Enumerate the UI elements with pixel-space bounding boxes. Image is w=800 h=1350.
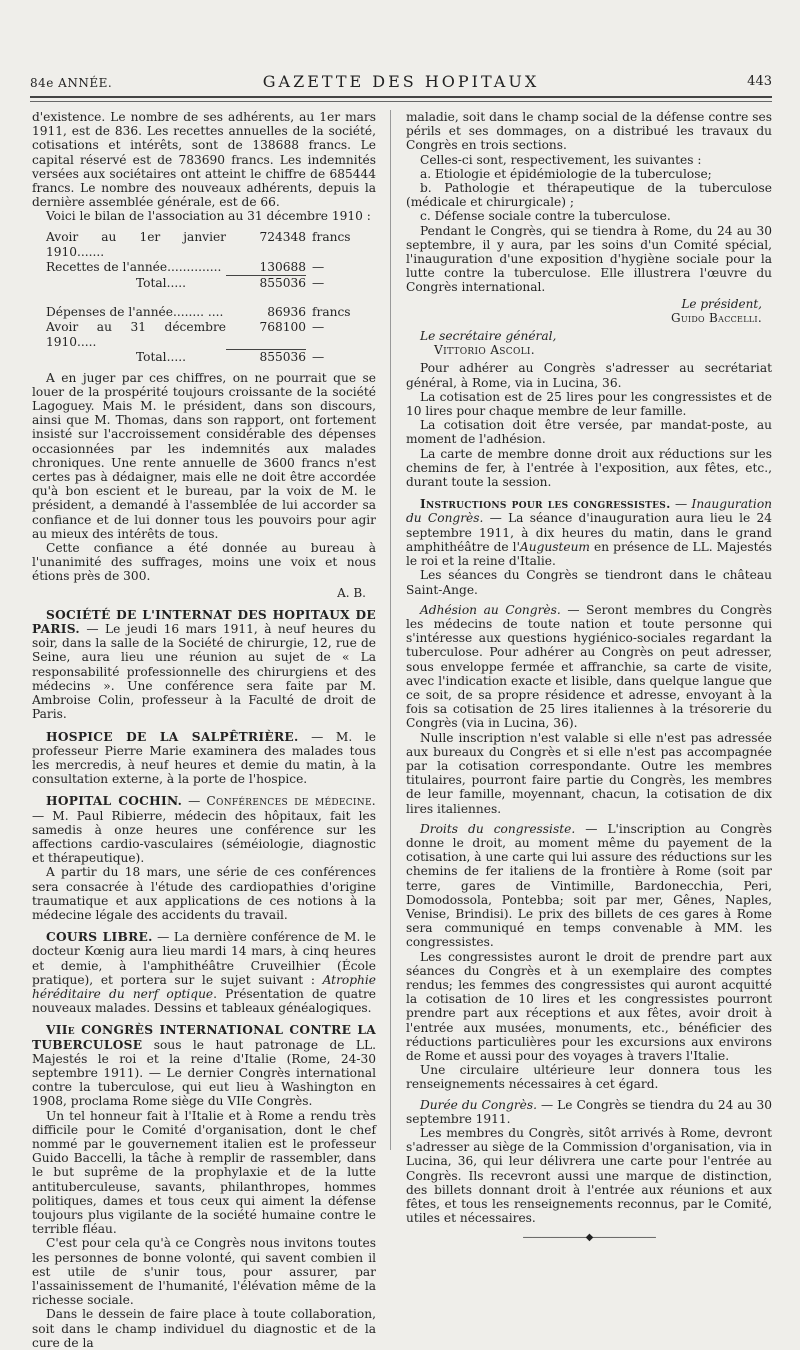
issue-label: 84e ANNÉE.	[30, 76, 113, 90]
paragraph: Cette confiance a été donnée au bureau à l'unanimité des suffrages, moins une voix et nous étions près de 300.	[32, 541, 376, 584]
news-item: Durée du Congrès. — Le Congrès se tiendra du 24 au 30 septembre 1911.	[406, 1097, 772, 1126]
paragraph: maladie, soit dans le champ social de la défense contre ses périls et ses dommages, on a distribué les travaux du Congrès en trois sections.	[406, 110, 772, 153]
table-row: Avoir au 31 décembre 1910..... 768100 —	[46, 319, 325, 349]
paragraph: Les séances du Congrès se tiendront dans le château Saint-Ange.	[406, 568, 772, 597]
news-item: HOPITAL COCHIN. — Conférences de médecine. — M. Paul Ribierre, médecin des hôpitaux, fait les samedis à onze heures une conférence sur les affections cardio-vasculaires (séméiologie, diagnostic et thérapeutique).	[32, 794, 376, 866]
president-signature: Le président, Guido Baccelli.	[670, 296, 762, 325]
news-item: SOCIÉTÉ DE L'INTERNAT DES HOPITAUX DE PARIS. — Le jeudi 16 mars 1911, à neuf heures du soir, dans la salle de la Société de chirurgie, 12, rue de Seine, aura lieu une réunion au sujet de « La responsabilité professionnelle des chirurgiens et des médecins ». Une conférence sera faite par M. Ambroise Colin, professeur à la Faculté de droit de Paris.	[32, 607, 376, 722]
paragraph: La cotisation est de 25 lires pour les congressistes et de 10 lires pour chaque membre de leur famille.	[406, 389, 772, 419]
news-item: VIIe CONGRÈS INTERNATIONAL CONTRE LA TUBERCULOSE sous le haut patronage de LL. Majestés le roi et la reine d'Italie (Rome, 24-30 septembre 1911). — Le dernier Congrès international contre la tuberculose, qui eut lieu à Washington en 1908, proclama Rome siège du VIIe Congrès.	[32, 1023, 376, 1109]
paragraph: Voici le bilan de l'association au 31 décembre 1910 :	[46, 209, 371, 224]
secretary-signature: Le secrétaire général, Vittorio Ascoli.	[420, 329, 557, 358]
table-total: Total..... 855036 —	[136, 349, 325, 364]
paragraph: d'existence. Le nombre de ses adhérents, au 1er mars 1911, est de 836. Les recettes annuelles de la société, cotisations et intérêts, sont de 138688 francs. Le capital réservé est de 783690 francs. Les indemnités versées aux sociétaires ont atteint le chiffre de 685444 francs. Le nombre des nouveaux adhérents, depuis la dernière assemblée générale, est de 66.	[32, 110, 376, 210]
balance-table-receipts	[46, 230, 376, 291]
news-item: HOSPICE DE LA SALPÊTRIÈRE. — M. le professeur Pierre Marie examinera des malades tous les mercredis, à neuf heures et demie du matin, à la consultation externe, à la porte de l'hospice.	[32, 729, 376, 787]
paragraph: Les membres du Congrès, sitôt arrivés à Rome, devront s'adresser au siège de la Commission d'organisation, via in Lucina, 36, qui leur délivrera une carte pour l'entrée au Congrès. Ils recevront aussi une marque de distinction, des billets donnant droit à l'entrée aux réunions et aux fêtes, et tous les renseignements reconnus, par le Comité, utiles et nécessaires.	[406, 1126, 772, 1226]
news-item: Adhésion au Congrès. — Seront membres du Congrès les médecins de toute nation et toute personne qui s'intéresse aux questions hygiénico-sociales regardant la tuberculose. Pour adhérer au Congrès on peut adresser, sous enveloppe fermée et affranchie, sa carte de visite, avec l'indication exacte et lisible, dans quelque langue que ce soit, de sa propre résidence et adresse, envoyant à la fois sa cotisation de 25 lires italiennes à la trésorerie du Congrès (via in Lucina, 36).	[406, 602, 772, 731]
header-rule	[30, 96, 772, 98]
balance-table-expenses	[46, 305, 376, 365]
page-header	[30, 70, 772, 96]
paragraph: Une circulaire ultérieure leur donnera tous les renseignements nécessaires à cet égard.	[406, 1063, 772, 1092]
paragraph: Dans le dessein de faire place à toute collaboration, soit dans le champ individuel du diagnostic et de la cure de la	[32, 1307, 376, 1350]
sections-list	[406, 167, 772, 224]
table-row: Recettes de l'année.............. 130688 —	[46, 259, 325, 274]
table-row: Dépenses de l'année........ .... 86936 francs	[46, 304, 351, 319]
paragraph: La carte de membre donne droit aux réductions sur les chemins de fer, à l'entrée à l'exposition, aux fêtes, etc., durant toute la session.	[406, 446, 772, 490]
paragraph: Pour adhérer au Congrès s'adresser au secrétariat général, à Rome, via in Lucina, 36.	[406, 361, 772, 390]
paragraph: Nulle inscription n'est valable si elle n'est pas adressée aux bureaux du Congrès et si elle n'est pas accompagnée par la cotisation correspondante. Outre les membres titulaires, pourront faire partie du Congrès, les membres de leur famille, moyennant, chacun, la cotisation de dix lires italiennes.	[406, 730, 772, 816]
paragraph: C'est pour cela qu'à ce Congrès nous invitons toutes les personnes de bonne volonté, qui savent combien il est utile de s'unir tous, pour assurer, par l'assainissement de l'humanité, l'élévation même de la richesse sociale.	[32, 1236, 376, 1308]
page-number: 443	[747, 74, 772, 89]
left-column	[32, 110, 376, 1350]
paragraph: Un tel honneur fait à l'Italie et à Rome a rendu très difficile pour le Comité d'organisation, dont le chef nommé par le gouvernement italien est le professeur Guido Baccelli, la tâche à remplir de rassembler, dans le but suprême de la prophylaxie et de la lutte antituberculeuse, savants, philanthropes, hommes politiques, dames et tous ceux qui aiment la défense toujours plus vigilante de la société humaine contre le terrible fléau.	[32, 1108, 376, 1237]
table-row: Avoir au 1er janvier 1910....... 724348 francs	[46, 229, 351, 259]
list-item: a. Etiologie et épidémiologie de la tuberculose;	[420, 166, 712, 181]
list-item: b. Pathologie et thérapeutique de la tuberculose (médicale et chirurgicale) ;	[406, 181, 772, 210]
right-column	[406, 110, 772, 1246]
paragraph: A en juger par ces chiffres, on ne pourrait que se louer de la prospérité toujours croissante de la société Lagoguey. Mais M. le président, dans son discours, ainsi que M. Thomas, dans son rapport, ont fortement insisté sur l'accroissement considérable des dépenses occasionnées par les indemnités aux malades chroniques. Une rente annuelle de 3600 francs n'est certes pas à dédaigner, mais elle ne doit être accordée qu'à bon escient et le bureau, par la voix de M. le président, a demandé à l'assemblée de lui accorder sa confiance et de lui donner tous les pouvoirs pour agir au mieux des intérêts de tous.	[32, 370, 376, 541]
paragraph: La cotisation doit être versée, par mandat-poste, au moment de l'adhésion.	[406, 418, 772, 447]
news-item: Instructions pour les congressistes. — Inauguration du Congrès. — La séance d'inauguration aura lieu le 24 septembre 1911, à dix heures du matin, dans le grand amphithéâtre de l'Augusteum en présence de LL. Majestés le roi et la reine d'Italie.	[406, 497, 773, 569]
journal-title: GAZETTE DES HOPITAUX	[262, 72, 540, 91]
paragraph: A partir du 18 mars, une série de ces conférences sera consacrée à l'étude des cardiopathies d'origine traumatique et aux applications de ces notions à la médecine légale des accidents du travail.	[32, 865, 376, 922]
paragraph: Pendant le Congrès, qui se tiendra à Rome, du 24 au 30 septembre, il y aura, par les soins d'un Comité spécial, l'inauguration d'une exposition d'hygiène sociale pour la lutte contre la tuberculose. Elle illustrera l'œuvre du Congrès international.	[406, 223, 772, 295]
author-signature: A. B.	[337, 585, 366, 600]
table-total: Total..... 855036 —	[136, 275, 325, 290]
paragraph: Celles-ci sont, respectivement, les suivantes :	[420, 152, 702, 167]
end-ornament: ———————◆———————	[522, 1232, 656, 1244]
paragraph: Les congressistes auront le droit de prendre part aux séances du Congrès et à un exemplaire des comptes rendus; les femmes des congressistes qui auront acquitté la cotisation de 10 lires et les congressistes pourront prendre part aux réceptions et aux fêtes, avoir droit à l'entrée aux musées, monuments, etc., bénéficier des réductions particulières pour les excursions aux environs de Rome et aussi pour des voyages à travers l'Italie.	[406, 949, 772, 1063]
header-rule-thin	[30, 101, 772, 102]
news-item: COURS LIBRE. — La dernière conférence de M. le docteur Kœnig aura lieu mardi 14 mars, à cinq heures et demie, à l'amphithéâtre Cruveilhier (École pratique), et portera sur le sujet suivant : Atrophie héréditaire du nerf optique. Présentation de quatre nouveaux malades. Dessins et tableaux généalogiques.	[32, 930, 376, 1016]
list-item: c. Défense sociale contre la tuberculose.	[420, 209, 671, 224]
column-divider	[390, 110, 391, 1150]
news-item: Droits du congressiste. — L'inscription au Congrès donne le droit, au moment même du payement de la cotisation, à une carte qui lui assure des réductions sur les chemins de fer italiens de la frontière à Rome (soit par terre, gares de Vintimille, Bardonecchia, Peri, Domodossola, Pontebba; soit par mer, Gênes, Naples, Venise, Brindisi). Le prix des billets de ces gares à Rome sera communiqué en temps convenable à MM. les congressistes.	[406, 821, 773, 950]
